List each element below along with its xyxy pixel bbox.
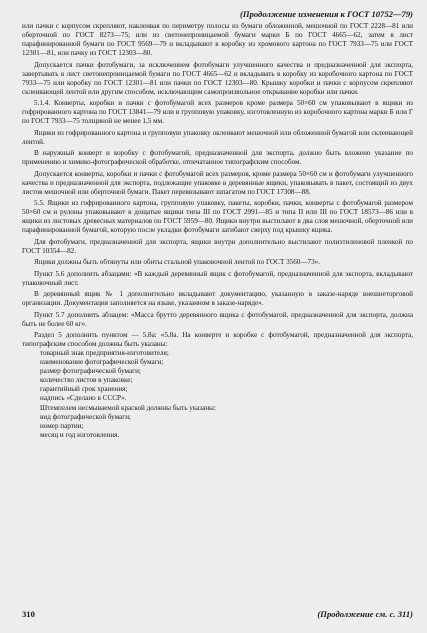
- stamp-intro: Штемпелем несмываемой краской должны быть указаны:: [40, 403, 216, 412]
- paragraph: Пункт 5.6 дополнить абзацами: «В каждый деревянный ящик с фотобумагой, предназначенной для экспорта, вкладывают упаковочный лист.: [22, 269, 413, 287]
- paragraph: Допускается пачки фотобумаги, за исключением фотобумаги улучшенного качества и предназначенной для экспорта, завертывать в лист светонепроницаемой бумаги по ГОСТ 4665—62 и вкладывать в коробку из коробочного картона по ГОСТ 7933—75 или коробку по ГОСТ 12301—81 или пачки по ГОСТ 12303—80. Крышку коробки и пачки с корпусом скрепляют склеивающей лентой или другим способом, исключающим самопроизвольное открывание коробки или пачки.: [22, 60, 413, 96]
- paragraph: Раздел 5 дополнить пунктом — 5.8а: «5.8а. На конверте и коробке с фотобумагой, предназначенной для экспорта, типографским способом должны быть указаны:: [22, 331, 413, 349]
- document-body: [22, 22, 413, 440]
- paragraph: или пачки с корпусом скрепляют, наклеивая по периметру полосы из бумаги обложенной, мешочной по ГОСТ 2228—81 или оберточной по ГОСТ 8273—75; или из светонепроницаемой бумаги марки Б по ГОСТ 4665—62, затем в лист парафинированной бумаги по ГОСТ 9569—79 и вкладывают в коробку из хромового картона по ГОСТ 7933—75 или ГОСТ 12301—81, или пачку из ГОСТ 12303—80.: [22, 22, 413, 58]
- list-item: надпись «Сделано в СССР».: [40, 394, 127, 403]
- paragraph: Для фотобумаги, предназначенной для экспорта, ящики внутри дополнительно выстилают полиэтиленовой пленкой по ГОСТ 10354—82.: [22, 237, 413, 255]
- list-item: вид фотографической бумаги;: [40, 412, 132, 421]
- running-header: (Продолжение изменения к ГОСТ 10752—79): [240, 9, 413, 19]
- paragraph: Пункт 5.7 дополнить абзацем: «Масса брутто деревянного ящика с фотобумагой, предназначенной для экспорта, должна быть не более 60 кг».: [22, 310, 413, 328]
- paragraph: Ящики из гофрированного картона и групповую упаковку оклеивают мешочной или обложенной бумагой или склеивающей лентой.: [22, 128, 413, 146]
- list-item: гарантийный срок хранения;: [40, 385, 128, 394]
- list-item: наименование фотографической бумаги;: [40, 358, 164, 367]
- continuation-note: (Продолжение см. с. 311): [317, 609, 413, 619]
- list-item: номер партии;: [40, 421, 84, 430]
- list-item: товарный знак предприятия-изготовителя;: [40, 349, 169, 358]
- list-item: размер фотографической бумаги;: [40, 367, 141, 376]
- paragraph: В наружный конверт и коробку с фотобумагой, предназначенной для экспорта, должно быть вложено указание по применению и химико-фотографической обработке, отпечатанное типографским способом.: [22, 149, 413, 167]
- list-item: месяц и год изготовления.: [40, 430, 120, 439]
- page-number: 310: [22, 609, 35, 619]
- paragraph: 5.5. Ящики из гофрированного картона, групповую упаковку, пакеты, коробки, пачки, конверты с фотобумагой размером 50×60 см и рулоны упаковывают в дощатые ящики типа III по ГОСТ 2991—85 и типа II или III по ГОСТ 18573—86 или в ящики из листовых древесных материалов по ГОСТ 5959—80. Ящики внутри выстилают в два слоя мешочной, оберточной или парафинированной бумагой, которую после укладки фотобумаги загибают сверху под крышку ящика.: [22, 199, 413, 235]
- paragraph: В деревянный ящик № 1 дополнительно вкладывают документацию, указанную в заказе-наряде внешнеторговой организации. Документация заполняется на языке, указанном в заказе-наряде».: [22, 290, 413, 308]
- paragraph: Ящики должны быть обтянуты или обиты стальной упаковочной лентой по ГОСТ 3560—73».: [34, 258, 321, 267]
- paragraph: Допускается конверты, коробки и пачки с фотобумагой всех размеров, кроме размера 50×60 см и фотобумаги улучшенного качества и предназначенной для экспорта, подлежащие упаковке в деревянные ящики, упаковывать в пакет, состоящий из двух листов мешочной или оберточной бумаги. Пакет перевязывают шпагатом по ГОСТ 17308—88.: [22, 169, 413, 196]
- list-item: количество листов в упаковке;: [40, 376, 133, 385]
- paragraph: 5.1.4. Конверты, коробки и пачки с фотобумагой всех размеров кроме размера 50×60 см упаковывают в ящики из гофрированного картона по ГОСТ 13841—79 или в групповую упаковку, изготовленную из коробочного картона марки Б или Г по ГОСТ 7933—75 толщиной не менее 1,5 мм.: [22, 99, 413, 126]
